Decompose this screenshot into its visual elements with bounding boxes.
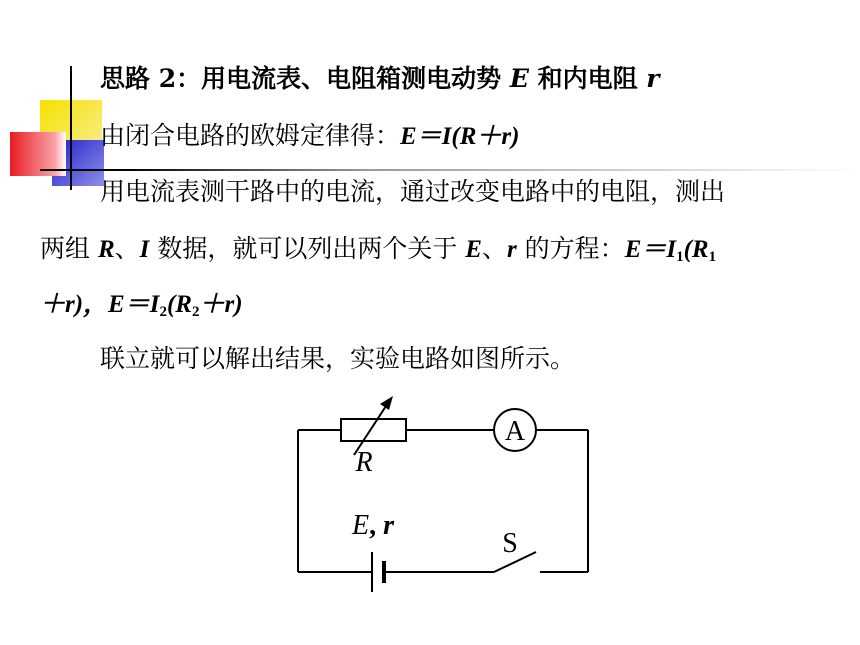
para-line-1-text: 用电流表测干路中的电流，通过改变电路中的电阻，测出	[100, 177, 726, 206]
law-text: 由闭合电路的欧姆定律得：	[100, 121, 401, 150]
para-line-2-sub2: 1	[708, 249, 717, 265]
law-formula: E＝I(R＋r)	[400, 123, 520, 150]
para-line-2-sep: 、	[114, 234, 140, 263]
source-label-r: r	[383, 510, 395, 541]
resistor-box	[341, 419, 406, 441]
switch-label: S	[502, 528, 518, 559]
heading-E: E	[509, 64, 529, 93]
para-line-3-b: (R	[166, 291, 192, 318]
source-label-E: E	[352, 510, 370, 541]
source-label-sep: ,	[369, 510, 384, 541]
para-line-3-sub2: 2	[191, 304, 200, 320]
para-line-3-a: ＋r)，E＝I	[40, 291, 160, 318]
ammeter-label: A	[504, 416, 526, 447]
resistor-label: R	[355, 447, 373, 478]
heading-mid: 和内电阻	[528, 64, 647, 93]
para-line-2-eq2: (R	[683, 236, 709, 263]
para-line-2-R: R	[97, 236, 115, 263]
para-line-2-I: I	[139, 236, 150, 263]
conclusion-text: 联立就可以解出结果，实验电路如图所示。	[100, 344, 576, 373]
resistor-arrow-head	[380, 396, 393, 410]
heading-lead: 思路 2：用电流表、电阻箱测电动势	[100, 64, 510, 93]
para-line-2-c: 的方程：	[516, 234, 625, 263]
para-line-2-sep2: 、	[481, 234, 507, 263]
para-line-2-b: 数据，就可以列出两个关于	[149, 234, 466, 263]
para-line-2-a: 两组	[40, 234, 98, 263]
para-line-3-c: ＋r)	[199, 291, 243, 318]
para-line-2-E: E	[465, 236, 482, 263]
source-label	[351, 510, 395, 541]
heading-r: r	[646, 64, 660, 93]
para-line-3-sub1: 2	[159, 304, 167, 320]
para-line-2-r: r	[507, 236, 517, 263]
para-line-2-sub1: 1	[676, 249, 684, 265]
para-line-2-eq: E＝I	[624, 236, 677, 263]
